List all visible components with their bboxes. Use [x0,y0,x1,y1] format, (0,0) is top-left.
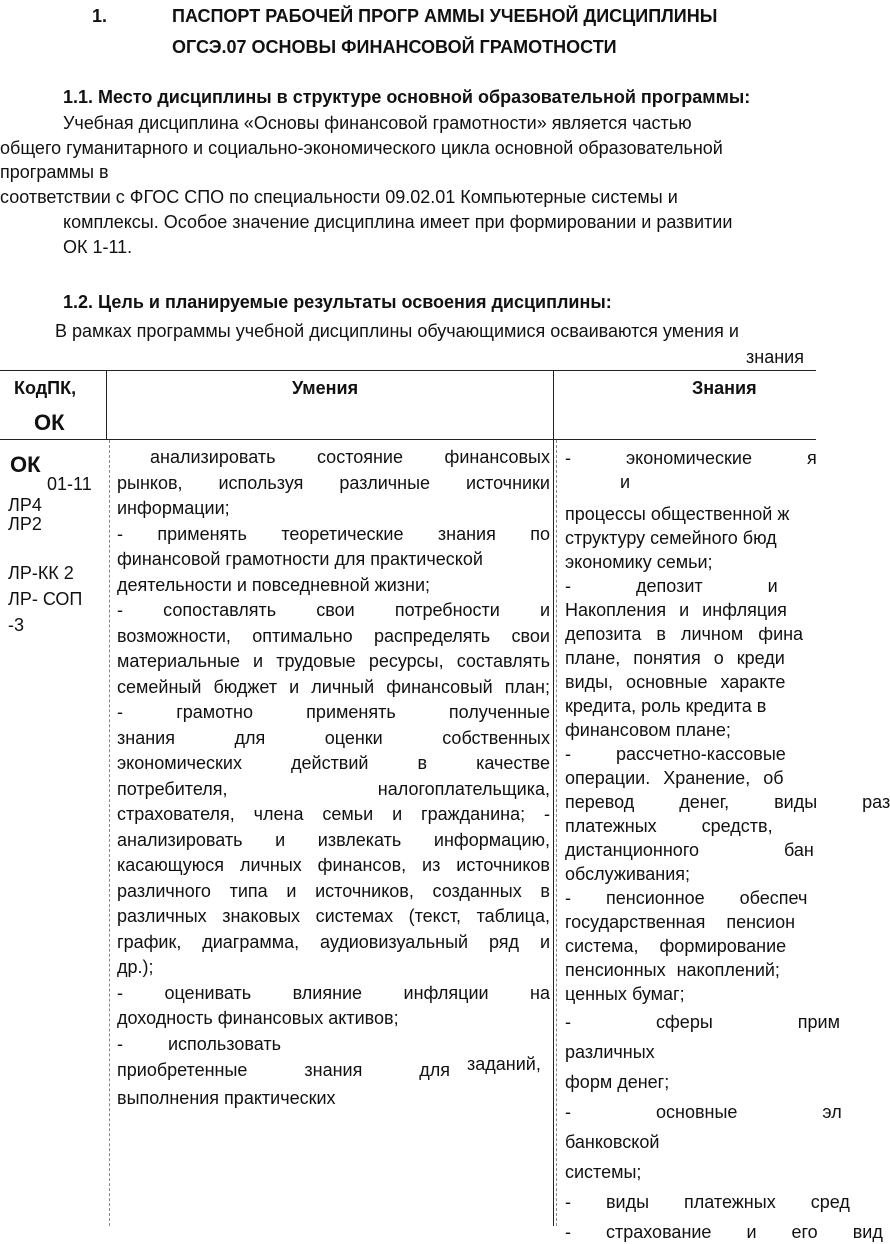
paragraph-line: соответствии с ФГОС СПО по специальности 09.02.01 Компьютерные системы и [0,187,678,207]
knowledge-line: форм денег; [565,1072,670,1092]
skills-line: потребителя, налогоплательщика, [117,778,550,799]
knowledge-line: пенсионных накоплений; [565,960,780,980]
table-header-code: КодПК, [14,378,77,398]
paragraph-line: В рамках программы учебной дисциплины обучающимися осваиваются умения и [55,321,739,341]
knowledge-line: процессы общественной ж [565,504,790,524]
skills-line: анализировать состояние финансовых [150,447,550,467]
code-lr-sop: ЛР- СОП [8,589,83,609]
skills-line: страхователя, члена семьи и гражданина; - [117,804,550,824]
table-column-guide [109,440,110,1226]
code-lr4: ЛР4 [8,495,42,515]
skills-line: анализировать и извлекать информацию, [117,829,550,850]
knowledge-line: кредита, роль кредита в [565,696,767,716]
table-column-divider [553,370,554,1226]
section-1-2-heading: 1.2. Цель и планируемые результаты освоения дисциплины: [63,292,612,312]
skills-line: - оценивать влияние инфляции на [117,982,550,1003]
knowledge-line: дистанционного бан [565,840,814,860]
section-1-1-heading: 1.1. Место дисциплины в структуре основной образовательной программы: [63,87,751,107]
skills-line: материальные и трудовые ресурсы, составлять [117,651,550,671]
skills-line: семейный бюджет и личный финансовый план; [117,676,550,697]
knowledge-line: - виды платежных сред [565,1192,850,1212]
skills-line: различных знаковых системах (текст, таблица, [117,906,550,926]
skills-line: деятельности и повседневной жизни; [117,574,431,595]
skills-line: выполнения практических [117,1088,336,1108]
knowledge-line: плане, понятия о креди [565,648,785,668]
knowledge-line: - пенсионное обеспеч [565,888,808,908]
skills-line: возможности, оптимально распределять свои [117,625,550,646]
skills-line: - использовать [117,1033,281,1054]
knowledge-line: система, формирование [565,936,787,956]
knowledge-line: операции. Хранение, об [565,768,784,788]
skills-cell [117,445,550,1057]
knowledge-line: - основные эл [565,1102,842,1122]
knowledge-line: различных [565,1042,655,1062]
skills-line: знания для оценки собственных [117,727,550,748]
table-header-skills: Умения [292,378,359,398]
skills-line: - применять теоретические знания по [117,523,550,544]
skills-line: др.); [117,957,154,977]
paragraph-line: комплексы. Особое значение дисциплина имеет при формировании и развитии [63,212,733,232]
skills-line: касающуюся личных финансов, из источников [117,855,550,875]
knowledge-line: - рассчетно-кассовые [565,744,786,764]
table-header-code-ok: ОК [34,410,65,435]
skills-line: рынков, используя различные источники [117,472,550,493]
paragraph-line: ОК 1-11. [63,237,133,257]
knowledge-line: и [620,472,631,492]
paragraph-line: программы в [0,162,109,182]
knowledge-line: платежных средств, [565,816,773,836]
knowledge-line: обслуживания; [565,864,691,884]
knowledge-line: экономику семьи; [565,552,713,572]
knowledge-line: банковской [565,1132,660,1152]
knowledge-line: государственная пенсион [565,912,796,932]
skills-line: доходность финансовых активов; [117,1008,399,1028]
knowledge-line: ценных бумаг; [565,984,685,1004]
knowledge-line: депозита в личном фина [565,624,804,644]
skills-line-tail: заданий, [467,1054,541,1074]
knowledge-line: - экономические я [565,448,817,468]
code-ok: ОК [10,452,41,477]
code-lr-sop-cont: -3 [8,615,25,635]
knowledge-line: - сферы прим [565,1012,840,1032]
skills-line: приобретенные знания для [117,1060,450,1080]
knowledge-line: - страхование и его вид [565,1222,883,1242]
knowledge-line: - депозит и [565,576,778,596]
knowledge-line: финансовом плане; [565,720,731,740]
table-column-guide [556,440,557,1226]
page-title-line1: ПАСПОРТ РАБОЧЕЙ ПРОГР АММЫ УЧЕБНОЙ ДИСЦИПЛИНЫ [172,6,718,26]
skills-line: финансовой грамотности для практической [117,549,483,569]
skills-line: - сопоставлять свои потребности и [117,600,550,620]
table-header-knowledge: Знания [692,378,757,398]
paragraph-line: общего гуманитарного и социально-экономического цикла основной образовательной [0,138,723,158]
table-top-border [0,370,816,371]
table-column-divider [106,370,107,439]
skills-line: экономических действий в качестве [117,753,550,773]
knowledge-line: системы; [565,1162,642,1182]
knowledge-line: Накопления и инфляция [565,600,787,620]
skills-line: информации; [117,498,230,518]
table-header-border [0,439,816,440]
knowledge-cell [565,446,890,1244]
page-title-line2: ОГСЭ.07 ОСНОВЫ ФИНАНСОВОЙ ГРАМОТНОСТИ [172,37,617,57]
paragraph-line: Учебная дисциплина «Основы финансовой грамотности» является частью [63,113,692,133]
code-lr2: ЛР2 [8,514,42,534]
section-number: 1. [92,6,108,26]
paragraph-line: знания [746,347,804,367]
knowledge-line: структуру семейного бюд [565,528,777,548]
knowledge-line: виды, основные характе [565,672,786,692]
knowledge-line: перевод денег, виды раз [565,792,890,812]
code-lr-kk: ЛР-КК 2 [8,563,74,583]
skills-line: - грамотно применять полученные [117,702,550,722]
code-ok-range: 01-11 [47,474,92,494]
skills-line: различного типа и источников, созданных в [117,880,550,901]
skills-line: график, диаграмма, аудиовизуальный ряд и [117,931,550,952]
